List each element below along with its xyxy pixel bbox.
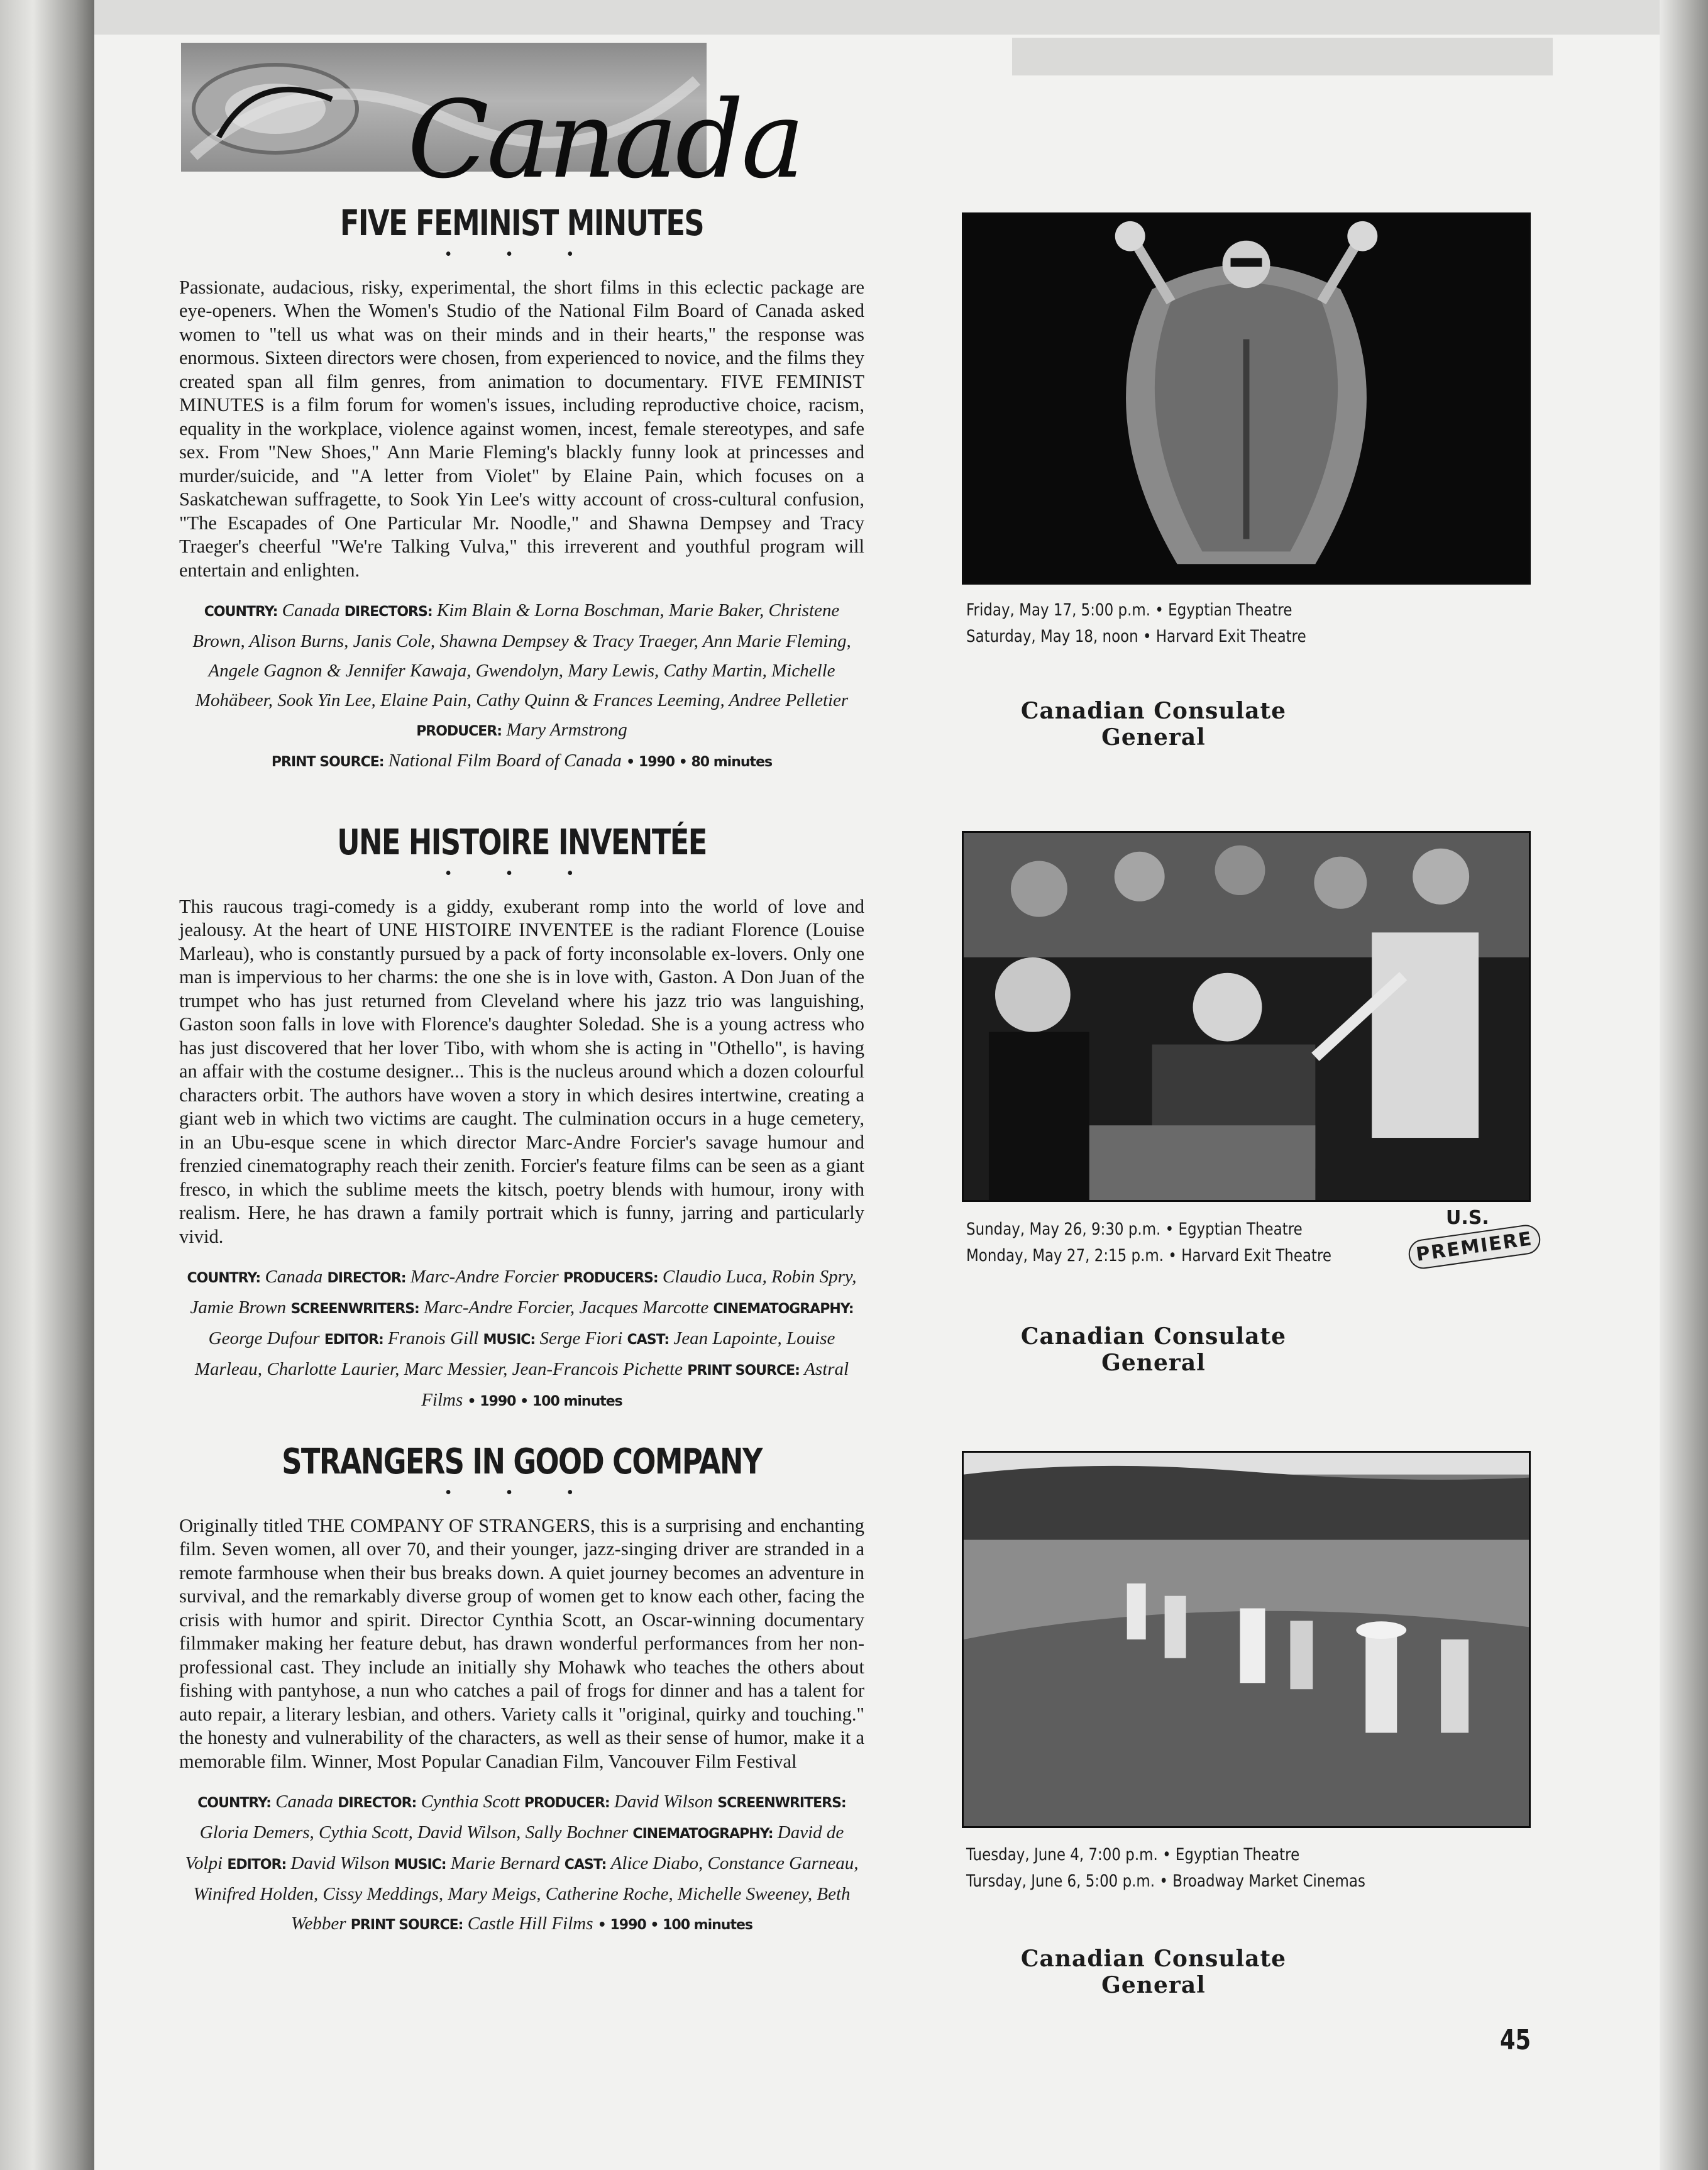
film-synopsis: Originally titled THE COMPANY OF STRANGERS, this is a surprising and enchanting film. Seven women, all over 70, and their younger, jazz-singing driver are stranded in a remote farmhouse when their bus breaks down. A quiet journey becomes an adventure in survival, and the remarkably diverse group of women get to know each other, facing the crisis with humor and spirit. Director Cynthia Scott, an Oscar-winning documentary filmmaker making her feature debut, has drawn wonderful performances from her non-professional cast. They include an initially shy Mohawk who teaches the others about fishing with pantyhose, a nun who catches a pail of frogs for dinner and has a talent for auto repair, a literary lesbian, and others. Variety calls it "original, quirky and touching." the honesty and vulnerability of the characters, as well as their sense of humor, make it a memorable film. Winner, Most Popular Canadian Film, Vancouver Film Festival [179,1514,864,1772]
costume-figure-image [964,214,1529,583]
page-edge [1660,0,1708,2170]
film-synopsis: Passionate, audacious, risky, experimental, the short films in this eclectic package are eye-openers. When the Women's Studio of the National Film Board of Canada asked women to "tell us what was on their minds and in their hearts," the response was enormous. Sixteen directors were chosen, from experienced to novice, and the films they created span all film genres, from animation to documentary. FIVE FEMINIST MINUTES is a film forum for women's issues, including reproductive choice, racism, equality in the workplace, violence against women, incest, female stereotypes, and safe sex. From "New Shoes," Ann Marie Fleming's blackly funny look at princesses and murder/suicide, and "A letter from Violet" by Elaine Pain, which focuses on a Saskatchewan suffragette, to Sook Yin Lee's witty account of cross-cultural confusion, "The Escapades of One Particular Mr. Noodle," and Shawna Dempsey and Tracy Traeger's cheerful "We're Talking Vulva," this irreverent and youthful program will entertain and enlighten. [179,276,864,581]
film-credits: COUNTRY: Canada DIRECTORS: Kim Blain & Lorna Boschman, Marie Baker, Christene Brown, Alison Burns, Janis Cole, Shawna Dempsey & Tracy Traeger, Ann Marie Fleming, Angele Gagnon & Jennifer Kawaja, Gwendolyn, Mary Lewis, Cathy Martin, Michelle Mohäbeer, Sook Yin Lee, Elaine Pain, Cathy Quinn & Frances Leeming, Andree Pelletier PRODUCER: Mary Armstrong PRINT SOURCE: National Film Board of Canada • 1990 • 80 minutes [192,600,851,771]
schedule-five-feminist-minutes: Friday, May 17, 5:00 p.m. • Egyptian Theatre Saturday, May 18, noon • Harvard Exit Theatre [966,600,1306,646]
film-credits: COUNTRY: Canada DIRECTOR: Cynthia Scott PRODUCER: David Wilson SCREENWRITERS: Gloria Demers, Cythia Scott, David Wilson, Sally Bochner CINEMATOGRAPHY: David de Volpi EDITOR: David Wilson MUSIC: Marie Bernard CAST: Alice Diabo, Constance Garneau, Winifred Holden, Cissy Meddings, Mary Meigs, Catherine Roche, Michelle Sweeney, Beth Webber PRINT SOURCE: Castle Hill Films • 1990 • 100 minutes [185,1792,859,1934]
film-section-five-feminist-minutes [179,204,864,777]
country-banner [181,43,803,202]
jazz-club-scene-image [964,833,1529,1200]
film-title: FIVE FEMINIST MINUTES [339,203,704,244]
women-walking-field-image [964,1453,1529,1826]
sponsor-credit: Canadian Consulate General [1020,1323,1287,1376]
schedule-une-histoire-inventee: Sunday, May 26, 9:30 p.m. • Egyptian Theatre Monday, May 27, 2:15 p.m. • Harvard Exit Theatre [966,1220,1332,1265]
us-premiere-badge: U.S. PREMIERE [1408,1207,1528,1270]
film-still-strangers-in-good-company [962,1451,1531,1828]
separator-dots: • • • [445,244,598,264]
sponsor-credit: Canadian Consulate General [1020,1946,1287,1998]
book-spine [0,0,94,2170]
schedule-strangers-in-good-company: Tuesday, June 4, 7:00 p.m. • Egyptian Theatre Tursday, June 6, 5:00 p.m. • Broadway Market Cinemas [966,1845,1365,1891]
separator-dots: • • • [445,1482,598,1502]
separator-dots: • • • [445,863,598,883]
film-still-une-histoire-inventee [962,831,1531,1202]
film-credits: COUNTRY: Canada DIRECTOR: Marc-Andre Forcier PRODUCERS: Claudio Luca, Robin Spry, Jamie Brown SCREENWRITERS: Marc-Andre Forcier, Jacques Marcotte CINEMATOGRAPHY: George Dufour EDITOR: Franois Gill MUSIC: Serge Fiori CAST: Jean Lapointe, Louise Marleau, Charlotte Laurier, Marc Messier, Jean-Francois Pichette PRINT SOURCE: Astral Films • 1990 • 100 minutes [187,1267,857,1411]
film-title: STRANGERS IN GOOD COMPANY [282,1441,762,1482]
film-synopsis: This raucous tragi-comedy is a giddy, exuberant romp into the world of love and jealousy. At the heart of UNE HISTOIRE INVENTEE is the radiant Florence (Louise Marleau), who is constantly pursued by a pack of forty inconsolable ex-lovers. Only one man is impervious to her charms: the one she is in love with, Gaston. A Don Juan of the trumpet who has just returned from Cleveland where his jazz trio was languishing, Gaston soon falls in love with Florence's daughter Soledad. She is a young actress who has just discovered that her lover Tibo, with whom she is acting in "Othello", is having an affair with the costume designer... This is the nucleus around which a dozen colourful characters orbit. The authors have woven a story in which desires intertwine, creating a giant web in which two victims are caught. The culmination occurs in a huge cemetery, in an Ubu-esque scene in which director Marc-Andre Forcier's savage humour and frenzied cinematography reach their zenith. Forcier's feature films can be seen as a giant fresco, in which the sublime meets the kitsch, poetry blends with humour, irony with realism. Here, he has drawn a family portrait which is funny, jarring and particularly vivid. [179,895,864,1247]
sponsor-credit: Canadian Consulate General [1020,698,1287,751]
film-section-strangers-in-good-company [179,1443,864,1940]
film-section-une-histoire-inventee [179,823,864,1416]
film-still-five-feminist-minutes [962,212,1531,585]
film-title: UNE HISTOIRE INVENTÉE [337,822,707,863]
banner-title: Canada [407,78,803,202]
bleed-through [1012,38,1553,75]
page-number: 45 [1500,2024,1531,2056]
